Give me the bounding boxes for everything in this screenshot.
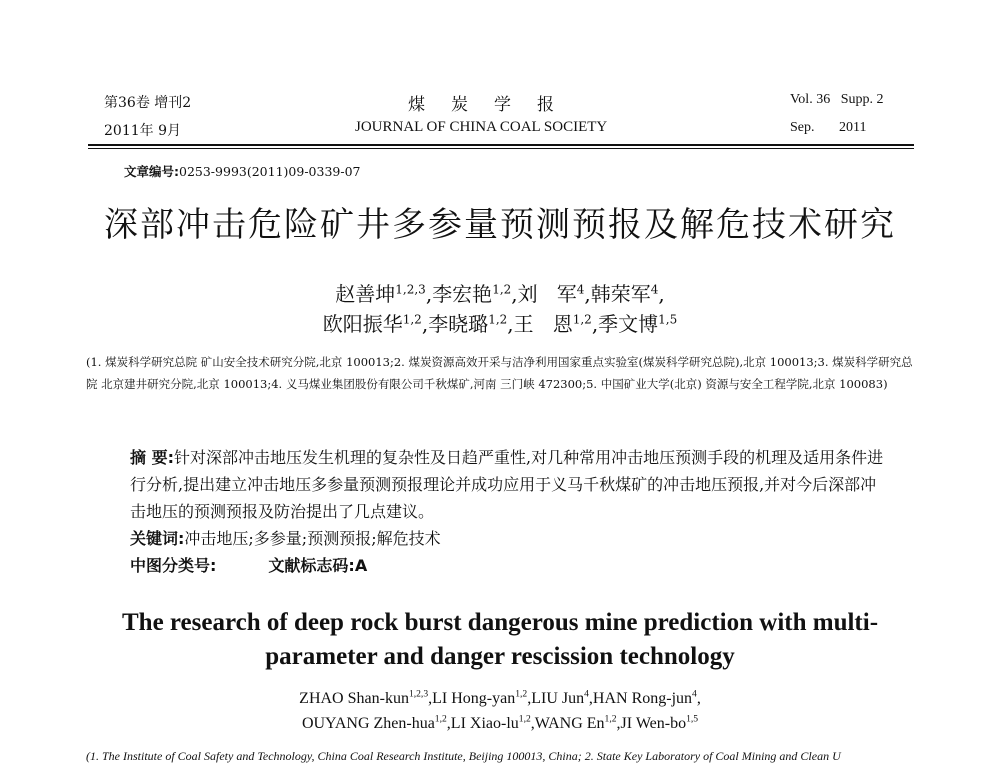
keywords-label: 关键词: <box>130 529 185 548</box>
authors-en-line2 <box>0 715 1000 733</box>
author-name: HAN Rong-jun <box>592 690 693 707</box>
author-separator: , <box>696 690 701 707</box>
abstract-cn <box>130 444 890 525</box>
title-en-line2: parameter and danger rescission technology <box>265 643 735 670</box>
classification-line <box>130 552 890 579</box>
author-affiliation-mark: 4 <box>692 688 697 700</box>
article-number-label: 文章编号: <box>124 164 179 179</box>
author-name: ZHAO Shan-kun <box>299 690 409 707</box>
author-name: 季文博 <box>598 312 659 336</box>
author-affiliation-mark: 1,5 <box>658 312 678 327</box>
affiliations-en: (1. The Institute of Coal Safety and Technology, China Coal Research Institute, Beijing 100013, China; 2. State Key Laboratory of Coal Mining and Clean U <box>86 749 841 763</box>
author-name: 王 恩 <box>513 312 573 336</box>
author-separator: , <box>446 715 451 732</box>
author-affiliation-mark: 1,2 <box>572 312 592 327</box>
author-name: LIU Jun <box>531 690 585 707</box>
journal-name-cn: 煤炭学报 <box>408 95 580 115</box>
author-name: 李晓璐 <box>428 312 489 336</box>
author-affiliation-mark: 1,2 <box>402 312 422 327</box>
author-affiliation-mark: 1,2 <box>515 688 528 700</box>
header-rule-bottom <box>88 148 914 149</box>
author-separator: , <box>584 282 591 306</box>
author-name: 刘 军 <box>517 282 577 306</box>
article-number <box>124 162 360 180</box>
author-name: 李宏艳 <box>432 282 493 306</box>
author-separator: , <box>428 690 433 707</box>
author-affiliation-mark: 1,2 <box>434 713 447 725</box>
author-affiliation-mark: 1,2,3 <box>408 688 429 700</box>
author-affiliation-mark: 1,2 <box>604 713 617 725</box>
volume-issue-cn: 第36卷 增刊2 <box>104 95 192 111</box>
author-affiliation-mark: 4 <box>650 282 659 297</box>
clc-label: 中图分类号: <box>130 556 217 575</box>
date-en: Sep. 2011 <box>790 120 867 135</box>
author-name: JI Wen-bo <box>620 715 687 732</box>
author-name: WANG En <box>534 715 605 732</box>
author-separator: , <box>591 312 599 336</box>
author-separator: , <box>425 282 433 306</box>
header-rule-top <box>88 144 914 146</box>
date-cn: 2011年 9月 <box>104 123 181 139</box>
author-separator: , <box>421 312 429 336</box>
author-name: 欧阳振华 <box>322 312 403 336</box>
journal-name-en: JOURNAL OF CHINA COAL SOCIETY <box>355 119 608 135</box>
doc-code-label: 文献标志码: <box>268 556 355 575</box>
author-affiliation-mark: 1,2 <box>518 713 531 725</box>
author-affiliation-mark: 4 <box>576 282 585 297</box>
author-affiliation-mark: 1,2 <box>488 312 508 327</box>
author-separator: , <box>530 715 535 732</box>
doc-code-value: A <box>354 556 368 575</box>
affiliations-cn: (1. 煤炭科学研究总院 矿山安全技术研究分院,北京 100013;2. 煤炭资源高效开采与洁净利用国家重点实验室(煤炭科学研究总院),北京 100013;3. 煤炭科学研究总院 北京建井研究分院,北京 100013;4. 义马煤业集团股份有限公司千秋煤矿,河南 三门峡 472300;5. 中国矿业大学(北京) 资源与安全工程学院,北京 100083) <box>86 355 913 391</box>
abstract-label: 摘 要: <box>130 448 174 467</box>
authors-cn-line2 <box>0 308 1000 337</box>
author-name: OUYANG Zhen-hua <box>301 715 435 732</box>
author-affiliation-mark: 1,2,3 <box>395 282 426 297</box>
author-separator: , <box>507 312 514 336</box>
volume-issue-en: Vol. 36 Supp. 2 <box>790 92 884 107</box>
abstract-text: 针对深部冲击地压发生机理的复杂性及日趋严重性,对几种常用冲击地压预测手段的机理及适用条件进行分析,提出建立冲击地压多参量预测预报理论并成功应用于义马千秋煤矿的冲击地压预报,并对今后深部冲击地压的预测预报及防治提出了几点建议。 <box>130 448 884 521</box>
author-affiliation-mark: 1,2 <box>492 282 512 297</box>
author-affiliation-mark: 4 <box>584 688 589 700</box>
authors-en-line1 <box>0 690 1000 708</box>
keywords-cn <box>130 525 890 552</box>
author-separator: , <box>588 690 593 707</box>
authors-cn-line1 <box>0 278 1000 307</box>
author-name: 赵善坤 <box>335 282 396 306</box>
author-affiliation-mark: 1,5 <box>686 713 699 725</box>
author-separator: , <box>511 282 518 306</box>
author-separator: , <box>616 715 621 732</box>
author-separator: , <box>658 282 665 306</box>
author-name: 韩荣军 <box>590 282 651 306</box>
author-name: LI Hong-yan <box>432 690 516 707</box>
title-cn: 深部冲击危险矿井多参量预测预报及解危技术研究 <box>104 205 896 245</box>
article-number-value: 0253-9993(2011)09-0339-07 <box>179 164 361 179</box>
title-en-line1: The research of deep rock burst dangerous mine prediction with multi- <box>121 609 879 636</box>
keywords-text: 冲击地压;多参量;预测预报;解危技术 <box>184 529 441 548</box>
author-separator: , <box>527 690 532 707</box>
author-name: LI Xiao-lu <box>450 715 519 732</box>
